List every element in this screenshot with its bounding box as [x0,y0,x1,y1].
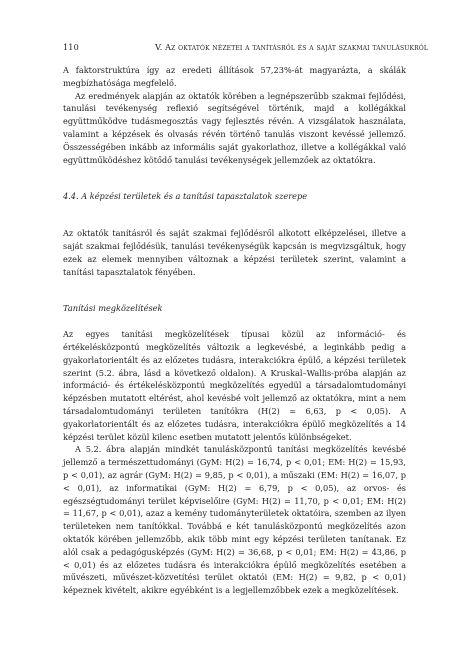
page-body [63,64,406,597]
paragraph: Az oktatók tanításról és saját szakmai fejlődésről alkotott elképzelései, illetve a saját szakmai fejlődésük, tanulási tevékenységük kapcsán is megvizsgáltuk, hogy ezek az elemek mennyiben változnak a képzési területek szerint, valamint a tanítási tapasztalatok fényében. [63,228,406,277]
running-title: V. Az oktatók nézetei a tanításról és a saját szakmai tanulásukról [155,42,428,52]
paragraph: Az eredmények alapján az oktatók körében a legnépszerűbb szakmai fejlődési, tanulási tevékenység reflexió segítségével történik, majd a kollégákkal együttműködve tudásmegosztás vagy fejlesztés révén. A vizsgálatok használata, valamint a képzések és olvasás révén történő tanulás viszont kevéssé jellemző. Összességében inkább az informális saját gyakorlathoz, illetve a kollégákkal való együttműködéshez kötődő tanulási tevékenységek jellemzőek az oktatókra. [63,90,406,165]
paragraph: A 5.2. ábra alapján mindkét tanulásközpontú tanítási megközelítés kevésbé jellemző a természettudományi (GyM: H(2) = 16,74, p < 0,01; EM: H(2) = 15,93, p < 0,01), az agrár (GyM: H(2) = 9,85, p < 0,01), a műszaki (EM: H(2) = 16,07, p < 0,01), az informatikai (GyM: H(2) = 6,79, p < 0,05), az orvos- és egészségtudományi terület képviselőire (GyM: H(2) = 11,70, p < 0,01; EM: H(2) = 11,67, p < 0,01), azaz a kemény tudományterületek oktatóira, szemben az ilyen területeken nem tanítókkal. Továbbá e két tanulásközpontú megközelítés azon oktatók körében jellemzőbb, akik több mint egy képzési területen tanítanak. Ez alól csak a pedagógusképzés (GyM: H(2) = 36,68, p < 0,01; EM: H(2) = 43,86, p < 0,01) és az előzetes tudásra és interakciókra épülő megközelítés esetében a művészeti, művészet-közvetítési terület oktatói (EM: H(2) = 9,82, p < 0,01) képeznek kivételt, akikre egyébként is a legjellemzőbbek ezek a megközelítések. [63,444,406,596]
paragraph: Az egyes tanítási megközelítések típusai közül az információ- és értékelésközpontú megközelítés változik a legkevésbé, a leginkább pedig a gyakorlatorientált és az előzetes tudásra, interakciókra épülő, a képzési területek szerint (5.2. ábra, lásd a következő oldalon). A Kruskal–Wallis-próba alapján az információ- és értékelésközpontú megközelítés egyedül a társadalomtudományi képzésben mutatott eltérést, ahol kevésbé volt jellemző az oktatókra, mint a nem társadalomtudományi területen tanítókra (H(2) = 6,63, p < 0,05). A gyakorlatorientált és az előzetes tudásra, interakciókra épülő megközelítés a 14 képzési terület közül kilenc esetben mutatott jelentős különbségeket. [63,329,406,442]
page-number: 110 [63,42,79,52]
subsection-heading: Tanítási megközelítések [63,303,163,314]
section-heading: 4.4. A képzési területek és a tanítási tapasztalatok szerepe [63,191,308,202]
paragraph: A faktorstruktúra így az eredeti állítások 57,23%-át magyarázta, a skálák megbízhatósága megfelelő. [63,65,406,88]
